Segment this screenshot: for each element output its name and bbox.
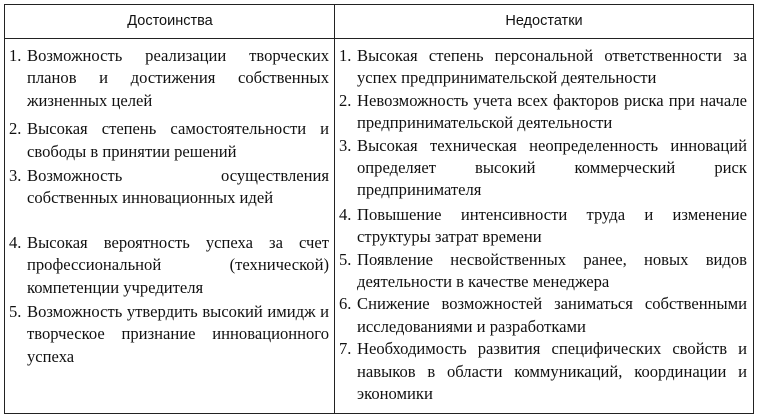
item-number: 7. — [339, 339, 352, 359]
item-number: 5. — [9, 302, 22, 322]
table-header-row — [5, 5, 753, 39]
item-number: 5. — [339, 249, 352, 269]
item-text: Возможность утвердить высокий имидж и творческое признание инновационного успеха — [27, 302, 329, 366]
disadvantages-column — [339, 45, 747, 406]
disadvantage-item — [339, 293, 747, 338]
column-divider — [334, 5, 335, 413]
item-text: Высокая вероятность успеха за счет профессиональной (технической) компетенции учредителя — [27, 232, 329, 297]
item-text: Необходимость развития специфических свойств и навыков в области коммуникаций, координации и экономики — [357, 339, 747, 404]
item-text: Снижение возможностей заниматься собственными исследованиями и разработками — [357, 294, 747, 336]
item-number: 1. — [9, 46, 22, 65]
header-advantages: Достоинства — [127, 13, 213, 29]
advantage-item — [9, 45, 329, 112]
item-text: Высокая степень персональной ответственности за успех предпринимательской деятельности — [357, 46, 747, 88]
item-text: Появление несвойственных ранее, новых видов деятельности в качестве менеджера — [357, 249, 747, 292]
advantage-item — [9, 232, 329, 299]
advantage-item — [9, 165, 329, 210]
advantage-item — [9, 118, 329, 163]
item-text: Возможность осуществления собственных инновационных идей — [27, 166, 329, 208]
item-text: Возможность реализации творческих планов и достижения собственных жизненных целей — [27, 46, 329, 110]
disadvantage-item — [339, 204, 747, 249]
item-text: Высокая техническая неопределенность инноваций определяет высокий коммерческий риск предпринимателя — [357, 135, 747, 200]
item-number: 4. — [339, 204, 352, 224]
disadvantage-item — [339, 135, 747, 202]
disadvantage-item — [339, 338, 747, 405]
disadvantage-item — [339, 90, 747, 135]
item-number: 4. — [9, 232, 22, 252]
header-disadvantages: Недостатки — [505, 13, 583, 29]
disadvantage-item — [339, 249, 747, 294]
disadvantage-item — [339, 45, 747, 90]
item-number: 2. — [9, 119, 22, 139]
item-number: 3. — [9, 166, 22, 186]
advantages-column — [9, 45, 329, 368]
item-number: 2. — [339, 90, 352, 110]
comparison-table — [4, 4, 754, 414]
item-text: Невозможность учета всех факторов риска при начале предпринимательской деятельности — [357, 90, 747, 133]
item-text: Повышение интенсивности труда и изменение структуры затрат времени — [357, 204, 747, 247]
item-number: 1. — [339, 46, 352, 65]
advantage-item — [9, 301, 329, 368]
item-number: 3. — [339, 135, 352, 155]
item-text: Высокая степень самостоятельности и свободы в принятии решений — [27, 119, 329, 161]
item-number: 6. — [339, 294, 352, 314]
